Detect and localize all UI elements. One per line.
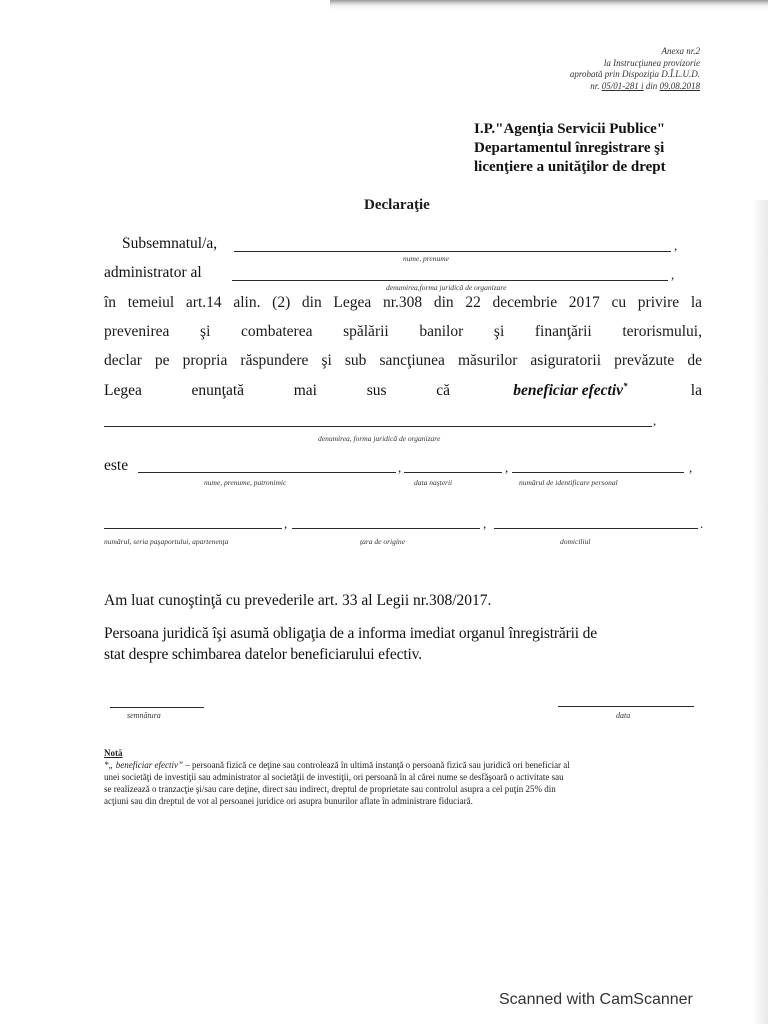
annex-line-1: Anexa nr.2 <box>661 46 700 56</box>
annex-nr-date: 09.08.2018 <box>659 80 700 91</box>
nota-line-4: acţiuni sau din dreptul de vot al persoanei juridice ori asupra bunurilor aflate în administrare fiduciară. <box>104 796 473 806</box>
beneficiar-efectiv-term <box>513 381 627 400</box>
paragraph-line-4-word: mai <box>293 382 317 400</box>
subsemnatul-field[interactable] <box>234 251 671 252</box>
scan-edge-top <box>330 0 768 10</box>
paragraph-line-1: în temeiul art.14 alin. (2) din Legea nr.308 din 22 decembrie 2017 cu privire la <box>104 294 702 311</box>
annex-line-3: aprobată prin Dispoziţia D.Î.L.U.D. <box>569 69 700 79</box>
paragraph-line-4 <box>104 381 702 400</box>
denumirea-comma: , <box>653 413 657 428</box>
denumirea-field[interactable] <box>104 426 652 427</box>
caption-tara: ţara de origine <box>360 537 405 546</box>
idnp-field[interactable] <box>512 472 684 473</box>
nota-line-2: unei societăţi de investiţii sau administrator al societăţii de investiţii, ori persoană în al cărei nume se desfăşoară o activitate sau <box>104 772 564 782</box>
administrator-field[interactable] <box>232 280 668 281</box>
administrator-caption: denumirea,forma juridică de organizare <box>386 283 507 292</box>
pasaport-field[interactable] <box>104 528 282 529</box>
paragraph-line-4-end: la <box>690 382 702 400</box>
domiciliu-field[interactable] <box>494 528 698 529</box>
caption-pasaport: numărul, seria paşaportului, apartenenţa <box>104 537 229 546</box>
paragraph-line-4-word: Legea <box>104 382 142 400</box>
period-1: . <box>700 516 704 531</box>
comma-4: , <box>284 516 288 531</box>
caption-data-nasterii: data naşterii <box>414 478 453 487</box>
denumirea-caption: denumirea, forma juridică de organizare <box>318 434 441 443</box>
agency-header-line-2: Departamentul înregistrare şi <box>474 140 665 156</box>
paragraph-line-4-word: că <box>436 382 450 400</box>
data-caption: data <box>616 711 631 720</box>
nota-line-1 <box>104 759 570 771</box>
paragraph-line-4-word: sus <box>366 382 387 400</box>
annex-nr-mid: din <box>645 80 658 91</box>
subsemnatul-comma: , <box>674 238 678 253</box>
tara-origine-field[interactable] <box>292 528 480 529</box>
semnatura-caption: semnătura <box>127 711 161 720</box>
nota-block <box>104 747 570 807</box>
administrator-comma: , <box>671 267 675 282</box>
agency-header <box>474 120 666 177</box>
nota-line-1-rest: persoană fizică ce deţine sau controlează în ultimă instanţă o persoană fizică sau juridică ori beneficiar al <box>189 760 570 770</box>
data-field[interactable] <box>558 706 694 707</box>
paragraph-line-3: declar pe propria răspundere şi sub sancţiunea măsurilor asiguratorii prevăzute de <box>104 352 702 369</box>
nota-term: *„ beneficiar efectiv” – <box>104 760 190 770</box>
paragraph-line-4-word: enunţată <box>191 382 245 400</box>
subsemnatul-label: Subsemnatul/a, <box>122 235 218 252</box>
comma-2: , <box>505 460 509 475</box>
paragraph-line-4-a <box>104 382 450 400</box>
annex-line-2: la Instrucţiunea provizorie <box>603 57 700 68</box>
agency-header-line-1: I.P."Agenţia Servicii Publice" <box>474 121 666 137</box>
semnatura-field[interactable] <box>110 707 204 708</box>
este-label: este <box>104 457 129 474</box>
nota-title: Notă <box>104 748 123 758</box>
nota-line-3: se realizează o tranzacţie şi/sau care deţine, direct sau indirect, dreptul de proprietate sau controlul asupra a cel puţin 25% din <box>104 784 556 794</box>
beneficiar-asterisk: * <box>623 381 628 391</box>
annex-nr-number: 05/01-281 i <box>601 80 644 91</box>
subsemnatul-caption: nume, prenume <box>403 254 449 263</box>
scan-edge-right <box>752 200 768 1024</box>
beneficiar-efectiv-text: beneficiar efectiv <box>513 382 624 400</box>
comma-5: , <box>483 516 487 531</box>
annex-line-4 <box>570 81 700 93</box>
nume-prenume-field[interactable] <box>138 472 396 473</box>
annex-nr-prefix: nr. <box>590 80 600 91</box>
camscanner-watermark: Scanned with CamScanner <box>499 991 693 1008</box>
agency-header-line-3: licenţiere a unităţilor de drept <box>474 159 666 175</box>
caption-domiciliu: domiciliul <box>560 537 591 546</box>
caption-nume: nume, prenume, patronimic <box>204 478 287 487</box>
comma-1: , <box>398 460 402 475</box>
data-nasterii-field[interactable] <box>404 472 502 473</box>
statement-1: Am luat cunoştinţă cu prevederile art. 33 al Legii nr.308/2017. <box>104 592 492 609</box>
administrator-label: administrator al <box>104 264 202 281</box>
statement-2-line-2: stat despre schimbarea datelor beneficiarului efectiv. <box>104 646 422 663</box>
paragraph-line-2: prevenirea şi combaterea spălării banilor şi finanţării terorismului, <box>104 323 702 340</box>
comma-3: , <box>689 460 693 475</box>
document-title: Declaraţie <box>364 197 430 213</box>
statement-2-line-1: Persoana juridică îşi asumă obligaţia de a informa imediat organul înregistrării de <box>104 625 598 642</box>
caption-idnp: numărul de identificare personal <box>519 478 618 487</box>
annex-block <box>570 46 700 92</box>
